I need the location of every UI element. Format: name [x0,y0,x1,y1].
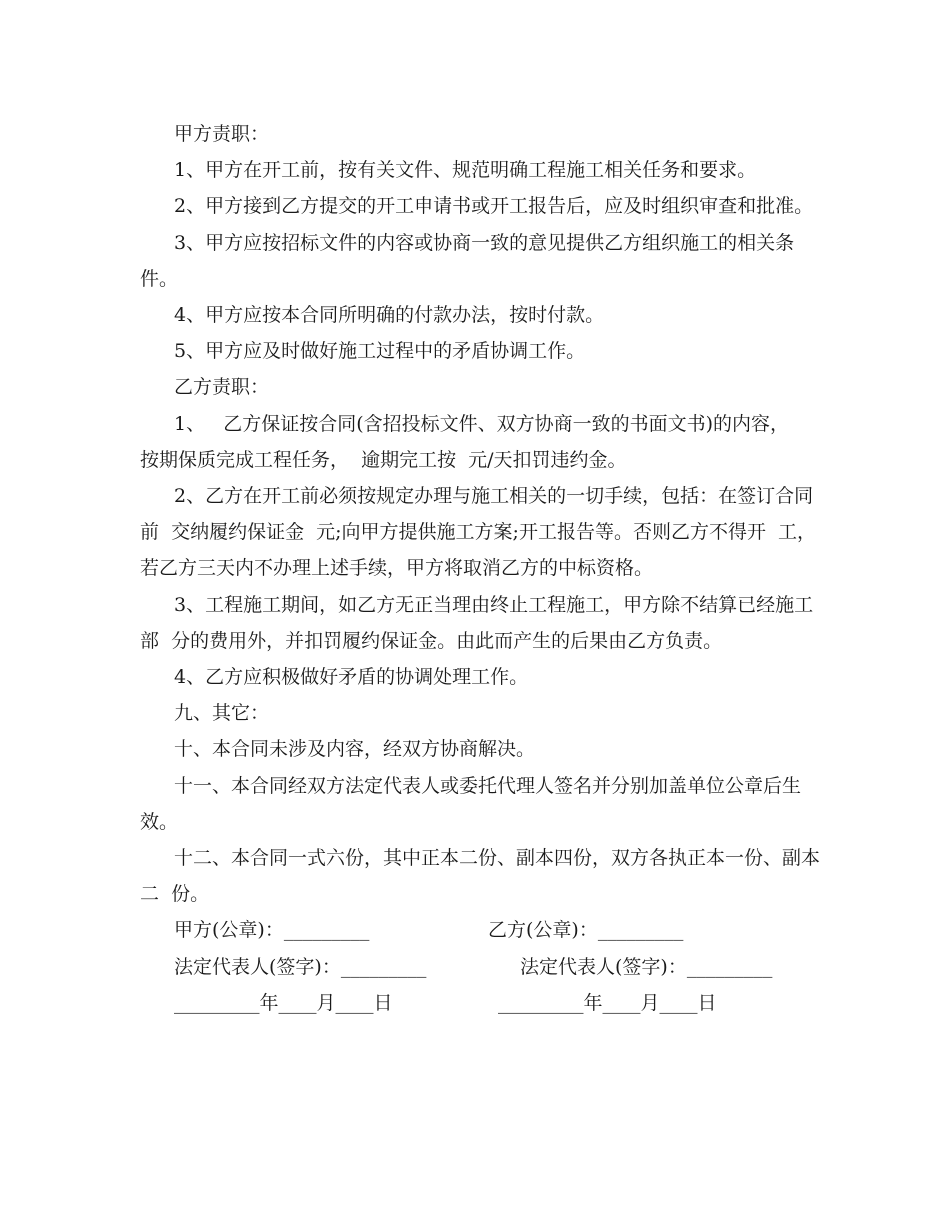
party-a-duty-4: 4、甲方应按本合同所明确的付款办法，按时付款。 [174,304,605,327]
clause-9: 九、其它： [174,702,270,725]
party-b-duty-3: 3、工程施工期间，如乙方无正当理由终止工程施工，甲方除不结算已经施工部 分的费用外，并扣罚履约保证金。由此而产生的后果由乙方负责。 [140,593,814,652]
party-b-duty-2: 2、乙方在开工前必须按规定办理与施工相关的一切手续，包括：在签订合同前 交纳履约保证金 元;向甲方提供施工方案;开工报告等。否则乙方不得开 工，若乙方三天内不办理上述手续，甲方将取消乙方的中标资格。 [140,485,817,580]
party-a-duties-heading: 甲方责职： [174,123,270,145]
clause-12: 十二、本合同一式六份，其中正本二份、副本四份，双方各执正本一份、副本二 份。 [140,847,821,906]
party-a-duty-1: 1、甲方在开工前，按有关文件、规范明确工程施工相关任务和要求。 [174,159,757,182]
party-b-date-field: _________年____月____日 [498,991,717,1014]
party-b-seal-field: 乙方(公章)：_________ [488,919,684,942]
party-b-duties-heading: 乙方责职： [174,376,270,399]
party-a-duty-2: 2、甲方接到乙方提交的开工申请书或开工报告后，应及时组织审查和批准。 [174,195,814,218]
contract-body [140,116,820,1021]
party-b-duty-4: 4、乙方应积极做好矛盾的协调处理工作。 [174,666,529,689]
clause-11: 十一、本合同经双方法定代表人或委托代理人签名并分别加盖单位公章后生效。 [140,774,802,833]
clause-10: 十、本合同未涉及内容，经双方协商解决。 [174,738,536,761]
signature-row-seal [140,912,820,948]
party-a-duty-5: 5、甲方应及时做好施工过程中的矛盾协调工作。 [174,340,586,363]
party-b-duty-1: 1、 乙方保证按合同(含招投标文件、双方协商一致的书面文书)的内容， 按期保质完成工程任务， 逾期完工按 元/天扣罚违约金。 [140,412,802,471]
party-a-duty-3: 3、甲方应按招标文件的内容或协商一致的意见提供乙方组织施工的相关条 件。 [140,231,807,290]
party-a-representative-field: 法定代表人(签字)：_________ [174,955,427,978]
party-a-date-field: _________年____月____日 [174,991,393,1014]
signature-row-representative [140,949,820,985]
signature-row-date [140,985,820,1021]
party-a-seal-field: 甲方(公章)：_________ [174,919,370,942]
party-b-representative-field: 法定代表人(签字)：_________ [520,955,773,978]
